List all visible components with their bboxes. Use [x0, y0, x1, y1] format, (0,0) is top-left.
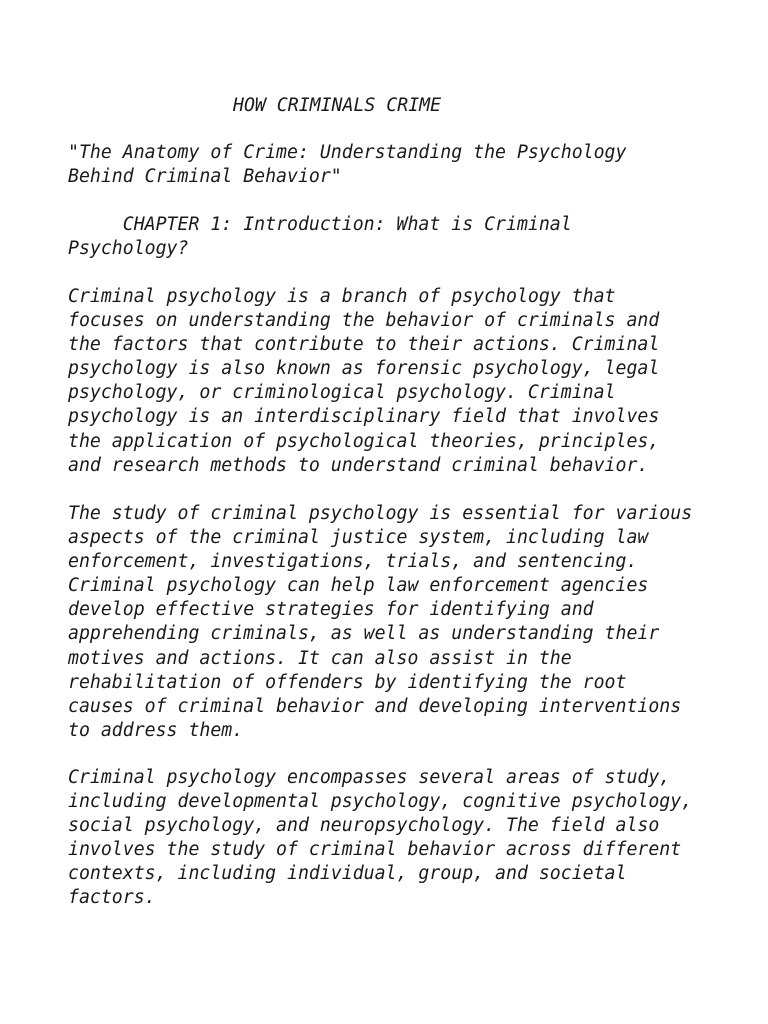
- document-title: HOW CRIMINALS CRIME: [233, 95, 442, 116]
- document-subtitle: "The Anatomy of Crime: Understanding the Psychology Behind Criminal Behavior": [68, 142, 627, 188]
- paragraph: Criminal psychology is a branch of psychology that focuses on understanding the behavior of criminals and the factors that contribute to their actions. Criminal psychology is also known as forensic psychology, legal psychology, or criminological psychology. Criminal psychology is an interdisciplinary field that involves the application of psychological theories, principles, and research methods to understand criminal behavior.: [68, 286, 660, 476]
- paragraph: The study of criminal psychology is essential for various aspects of the criminal justice system, including law enforcement, investigations, trials, and sentencing. Criminal psychology can help law enforcement agencies develop effective strategies for identifying and apprehending criminals, as well as understanding their motives and actions. It can also assist in the rehabilitation of offenders by identifying the root causes of criminal behavior and developing interventions to address them.: [68, 503, 693, 741]
- chapter-heading: CHAPTER 1: Introduction: What is Criminal Psychology?: [68, 214, 572, 260]
- paragraph: Criminal psychology encompasses several areas of study, including developmental psychology, cognitive psychology, social psychology, and neuropsychology. The field also involves the study of criminal behavior across different contexts, including individual, group, and societal factors.: [68, 767, 693, 909]
